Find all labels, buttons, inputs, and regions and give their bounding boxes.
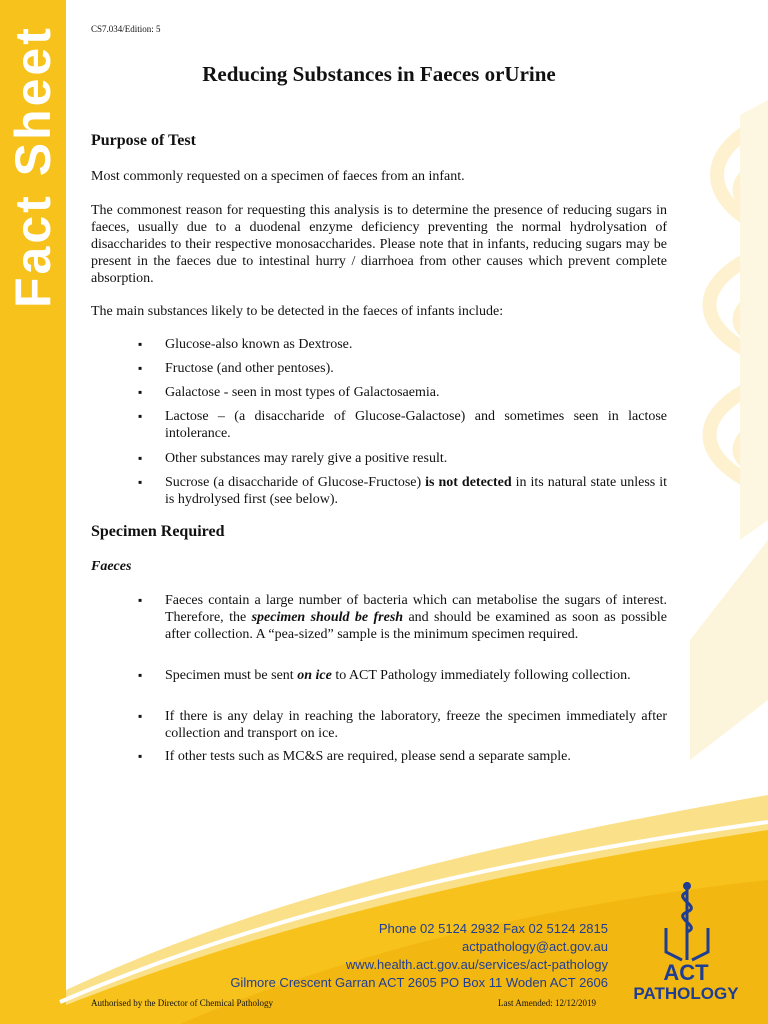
purpose-paragraph-1: Most commonly requested on a specimen of faeces from an infant.	[91, 169, 465, 184]
fact-sheet-label: Fact Sheet	[5, 25, 61, 308]
purpose-paragraph-3: The main substances likely to be detected in the faeces of infants include:	[91, 304, 504, 319]
document-code: CS7.034/Edition: 5	[91, 24, 161, 34]
footer-email: actpathology@act.gov.au	[462, 939, 608, 954]
logo-pathology: PATHOLOGY	[633, 984, 739, 1003]
list-item: ▪ If there is any delay in reaching the laboratory, freeze the specimen immediately after collection and transport on ice.	[165, 708, 667, 742]
list-item: ▪ Glucose-also known as Dextrose.	[165, 336, 667, 353]
last-amended: Last Amended: 12/12/2019	[498, 998, 596, 1008]
specimen-heading: Specimen Required	[91, 523, 225, 540]
caduceus-logo-icon	[660, 878, 714, 962]
faeces-subheading: Faeces	[91, 559, 132, 574]
list-item: ▪ If other tests such as MC&S are required, please send a separate sample.	[165, 748, 667, 765]
list-item: ▪ Galactose - seen in most types of Galactosaemia.	[165, 384, 667, 401]
logo-act: ACT	[663, 960, 709, 985]
footer-address: Gilmore Crescent Garran ACT 2605 PO Box 11 Woden ACT 2606	[230, 975, 608, 990]
purpose-heading: Purpose of Test	[91, 132, 196, 149]
list-item: ▪ Fructose (and other pentoses).	[165, 360, 667, 377]
list-item: ▪ Lactose – (a disaccharide of Glucose-Galactose) and sometimes seen in lactose intolerance.	[165, 408, 667, 442]
purpose-paragraph-2: The commonest reason for requesting this analysis is to determine the presence of reducing sugars in faeces, usually due to a duodenal enzyme deficiency preventing the normal hydrolysation of disaccharides to their respective monosaccharides. Please note that in infants, reducing sugars may be present in the faeces due to intestinal hurry / diarrhoea from other causes which prevent complete absorption.	[91, 203, 667, 286]
footer-website: www.health.act.gov.au/services/act-pathology	[345, 957, 608, 972]
page-title: Reducing Substances in Faeces orUrine	[202, 62, 556, 86]
authorised-note: Authorised by the Director of Chemical Pathology	[91, 998, 273, 1008]
list-item: ▪ Specimen must be sent on ice to ACT Pathology immediately following collection.	[165, 667, 667, 684]
list-item-sucrose: ▪ Sucrose (a disaccharide of Glucose-Fructose) is not detected in its natural state unless it is hydrolysed first (see below).	[165, 474, 667, 508]
list-item: ▪ Faeces contain a large number of bacteria which can metabolise the sugars of interest. Therefore, the specimen should be fresh and should be examined as soon as possible after collection. A “pea-sized” sample is the minimum specimen required.	[165, 592, 667, 643]
footer-phone: Phone 02 5124 2932 Fax 02 5124 2815	[378, 921, 608, 936]
list-item: ▪ Other substances may rarely give a positive result.	[165, 450, 667, 467]
